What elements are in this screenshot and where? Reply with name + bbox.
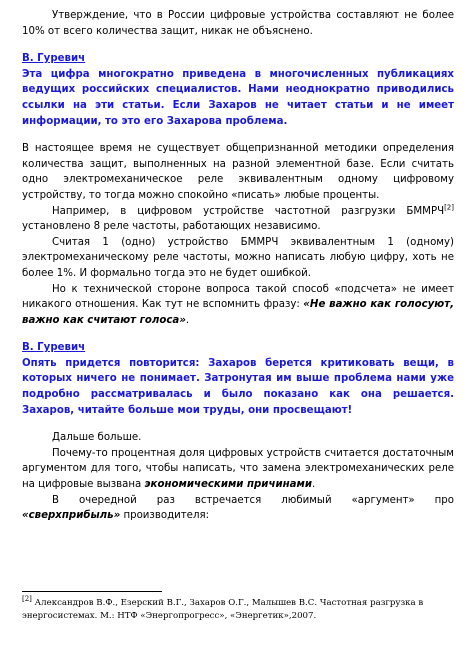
footnote-divider	[22, 591, 162, 592]
footnote	[22, 597, 454, 623]
paragraph-further: Дальше больше.	[52, 432, 142, 444]
paragraph-example-text: Например, в цифровом устройстве частотной разгрузки БММРЧ	[52, 205, 445, 217]
footnote-ref: [2]	[444, 203, 454, 212]
paragraph-counting: Считая 1 (одно) устройство БММРЧ эквивалентным 1 (одному) электромеханическому реле частоты, можно написать любую цифру, хоть не более 1%. И формально тогда это не будет ошибкой.	[22, 236, 454, 279]
paragraph-example-text-end: установлено 8 реле частоты, работающих независимо.	[22, 221, 321, 233]
paragraph-reply-2: Опять придется повторится: Захаров берется критиковать вещи, в которых ничего не понимает. Затронутая им выше проблема нами уже подробно рассматривалась и было показано как она решается. Захаров, читайте больше мои труды, они просвещают!	[22, 357, 454, 416]
paragraph-quote	[22, 282, 454, 329]
author-label: В. Гуревич	[22, 53, 86, 65]
paragraph-example	[22, 204, 454, 235]
paragraph-claim-percent: Утверждение, что в России цифровые устройства составляют не более 10% от всего количества защит, никак не объяснено.	[22, 10, 454, 37]
quote-emphasis: «Не важно как голосуют, важно как считают голоса»	[22, 299, 454, 326]
paragraph-share-end: .	[311, 479, 316, 491]
paragraph-superprofit-end: производителя:	[120, 510, 210, 522]
paragraph-quote-text: Но к технической стороне вопроса такой способ «подсчета» не имеет никакого отношения. Как тут не вспомнить фразу:	[22, 283, 454, 311]
paragraph-share-argument	[22, 446, 454, 493]
paragraph-methodology: В настоящее время не существует общепризнанной методики определения количества защит, выполненных на разной элементной базе. Если считать одно электромеханическое реле эквивалентным одному цифровому устройству, то тогда можно спокойно «писать» любые проценты.	[22, 143, 454, 201]
paragraph-superprofit-text: В очередной раз встречается любимый «аргумент» про	[52, 494, 454, 506]
paragraph-superprofit	[22, 493, 454, 524]
paragraph-quote-end: .	[185, 314, 190, 326]
paragraph-reply-1: Эта цифра многократно приведена в многочисленных публикациях ведущих российских специалистов. Нами неоднократно приводились ссылки на эти статьи. Если Захаров не читает статьи и не имеет информации, то это его Захарова проблема.	[22, 68, 454, 127]
paragraph-share-text: Почему-то процентная доля цифровых устройств считается достаточным аргументом для того, чтобы написать, что замена электромеханических реле на цифровые вызвана	[22, 447, 454, 491]
footnote-text: Александров В.Ф., Езерский В.Г., Захаров О.Г., Малышев В.С. Частотная разгрузка в энергосистемах. М.: НТФ «Энергопрогресс», «Энергетик»,2007.	[22, 598, 424, 621]
author-label-2: В. Гуревич	[22, 342, 86, 354]
footnote-marker: [2]	[22, 595, 32, 604]
economic-reasons-emphasis: экономическими причинами	[144, 479, 312, 491]
superprofit-emphasis: «сверхприбыль»	[22, 510, 121, 522]
